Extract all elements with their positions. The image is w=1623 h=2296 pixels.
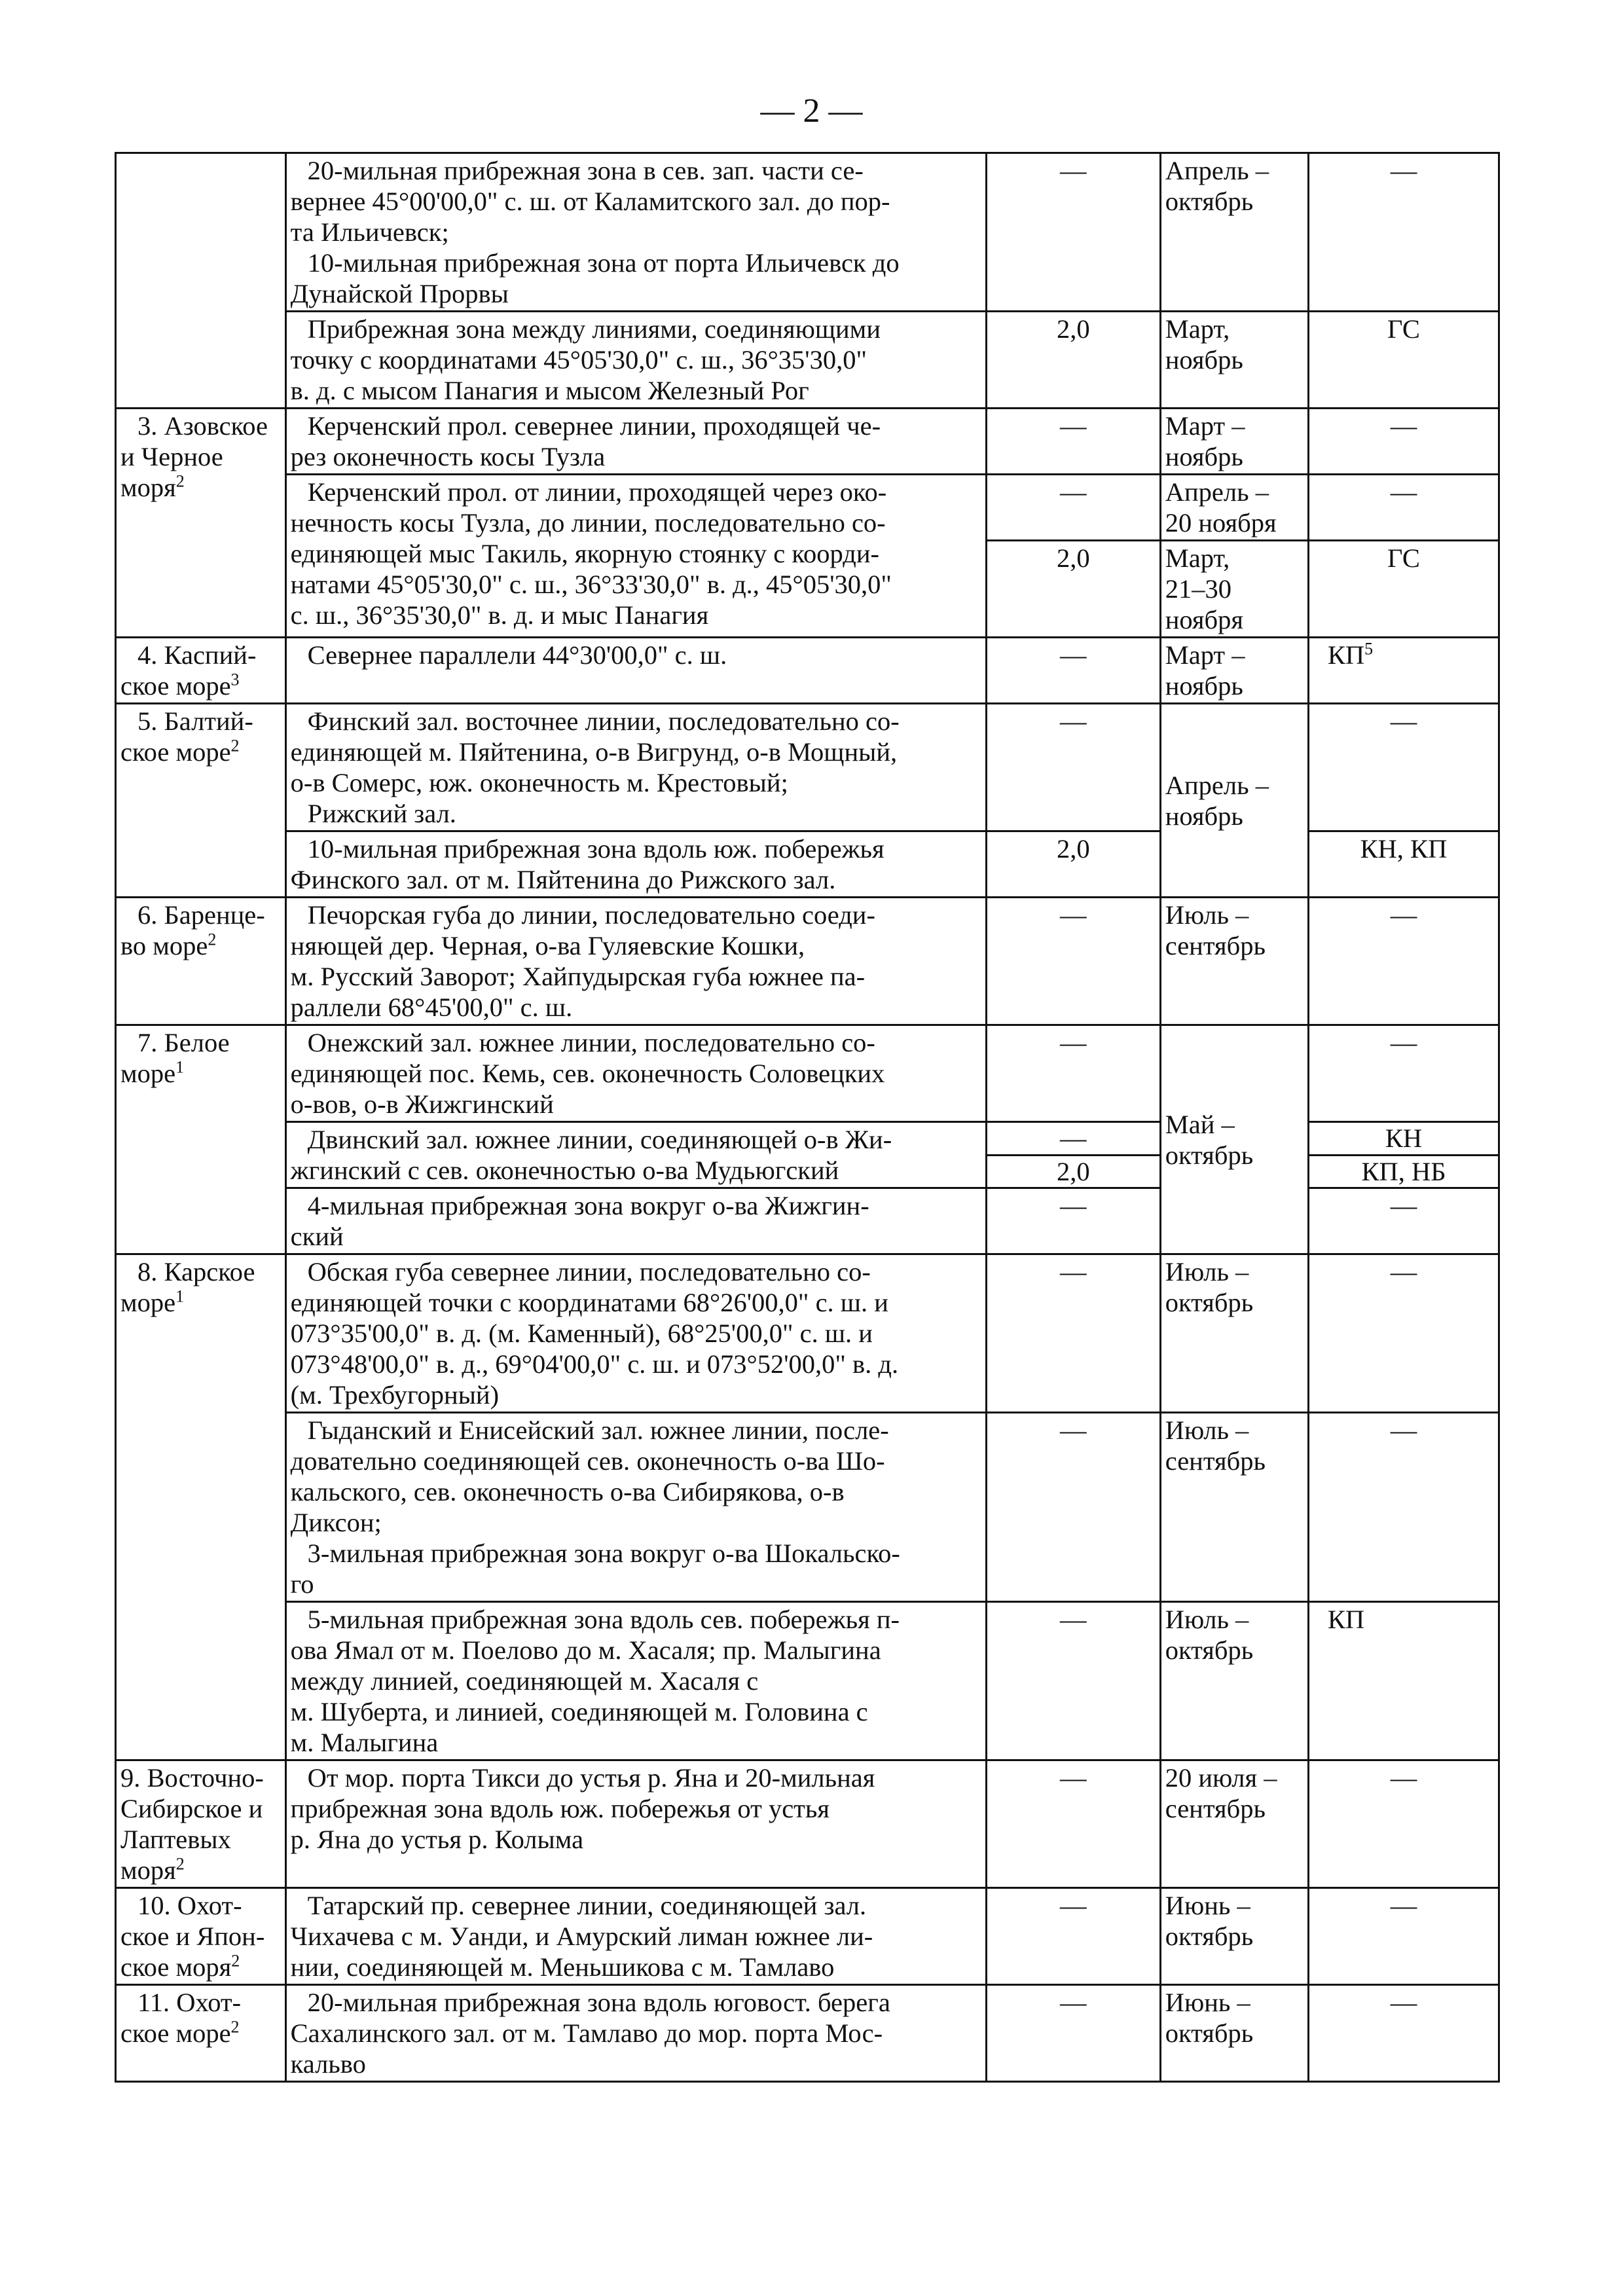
text-line: о-вов, о-в Жижгинский (290, 1089, 554, 1119)
speed-cell: — (986, 1985, 1160, 2082)
sea-cell (116, 409, 286, 638)
text-line: 8. Карское (137, 1257, 255, 1286)
footnote-mark: 5 (1364, 639, 1374, 659)
table-row (116, 638, 1499, 704)
area-cell (285, 1985, 986, 2082)
text-line: та Ильичевск; (290, 217, 449, 247)
text-line: единяющей мыс Такиль, якорную стоянку с коорди- (290, 539, 879, 568)
speed-cell: 2,0 (986, 1155, 1160, 1188)
table-row (116, 1254, 1499, 1413)
text-line: ноябрь (1165, 671, 1243, 701)
text-line (120, 1287, 281, 1318)
text-line: Гыданский и Енисейский зал. южнее линии, после- (307, 1415, 889, 1445)
text-line: Севернее параллели 44°30'00,0" с. ш. (307, 640, 727, 670)
note-cell: — (1308, 1025, 1499, 1122)
area-cell (285, 153, 986, 312)
text-line: 10-мильная прибрежная зона от порта Ильичевск до (307, 248, 900, 278)
text-line: октябрь (1165, 187, 1254, 216)
note-cell (1308, 638, 1499, 704)
text-line: Март – (1165, 640, 1245, 670)
text-line: в. д. с мысом Панагия и мысом Железный Рог (290, 376, 809, 405)
text-line: между линией, соединяющей м. Хасаля с (290, 1666, 759, 1696)
text-line: единяющей м. Пяйтенина, о-в Вигрунд, о-в Мощный, (290, 737, 898, 767)
text-line: 20 ноября (1165, 508, 1277, 538)
text-line: Дунайской Прорвы (290, 279, 509, 308)
text-line: Июль – (1165, 1415, 1249, 1445)
period-cell (1160, 1025, 1308, 1254)
text-line: и Черное (120, 442, 223, 471)
text-line: нечность косы Тузла, до линии, последовательно со- (290, 508, 886, 538)
speed-cell: — (986, 475, 1160, 541)
text-line: ноябрь (1165, 345, 1243, 374)
area-cell (285, 312, 986, 409)
speed-cell: — (986, 409, 1160, 475)
area-cell (285, 409, 986, 475)
note-cell: — (1308, 704, 1499, 831)
footnote-mark: 1 (175, 1057, 185, 1077)
period-cell (1160, 1602, 1308, 1760)
text-line: 20-мильная прибрежная зона вдоль юговост. берега (307, 1988, 890, 2017)
period-cell (1160, 312, 1308, 409)
text-line: Двинский зал. южнее линии, соединяющей о-в Жи- (307, 1125, 892, 1154)
speed-cell: 2,0 (986, 831, 1160, 898)
text-line: Татарский пр. севернее линии, соединяющей зал. (307, 1891, 867, 1920)
text-line (120, 1855, 281, 1886)
text-line: м. Русский Заворот; Хайпудырская губа южнее па- (290, 962, 866, 991)
speed-cell: — (986, 638, 1160, 704)
footnote-mark: 3 (230, 670, 240, 689)
speed-cell: — (986, 1602, 1160, 1760)
text-line: Май – (1165, 1109, 1235, 1139)
footnote-mark: 2 (208, 930, 217, 949)
speed-cell: — (986, 1254, 1160, 1413)
note-cell: — (1308, 1413, 1499, 1602)
area-cell (285, 1413, 986, 1602)
note-cell: — (1308, 1985, 1499, 2082)
text-line: 5. Балтий- (137, 706, 253, 736)
text-line (120, 1058, 281, 1089)
text-line: Диксон; (290, 1508, 382, 1537)
text-line: Прибрежная зона между линиями, соединяющими (307, 314, 881, 344)
text-line: Апрель – (1165, 770, 1269, 800)
speed-cell: — (986, 1188, 1160, 1254)
text-line: сентябрь (1165, 1794, 1266, 1823)
text-line: 21–30 (1165, 574, 1231, 604)
footnote-mark: 2 (175, 1854, 185, 1874)
text-line: рез оконечность косы Тузла (290, 442, 606, 471)
period-cell (1160, 1888, 1308, 1985)
speed-cell: — (986, 1122, 1160, 1156)
text-line: сентябрь (1165, 931, 1266, 960)
text-line: Июль – (1165, 1605, 1249, 1634)
text-line: От мор. порта Тикси до устья р. Яна и 20-мильная (307, 1763, 875, 1793)
text-line: октябрь (1165, 1922, 1254, 1951)
speed-cell: 2,0 (986, 541, 1160, 638)
text-line: 7. Белое (137, 1028, 230, 1057)
period-cell (1160, 1760, 1308, 1888)
text-line: 20 июля – (1165, 1763, 1277, 1793)
table-row (116, 475, 1499, 541)
sea-name: моря (120, 473, 176, 502)
text-line (120, 670, 281, 701)
note-cell: КН (1308, 1122, 1499, 1156)
area-cell (285, 1025, 986, 1122)
speed-cell: — (986, 1888, 1160, 1985)
table-row (116, 1985, 1499, 2082)
note-cell: — (1308, 1888, 1499, 1985)
sea-name: во море (120, 931, 208, 960)
period-cell (1160, 153, 1308, 312)
text-line: 6. Баренце- (137, 900, 265, 930)
text-line (120, 737, 281, 767)
text-line: октябрь (1165, 2018, 1254, 2048)
speed-cell: — (986, 898, 1160, 1025)
text-line (120, 2018, 281, 2049)
text-line: ское и Япон- (120, 1922, 265, 1951)
area-cell (285, 1760, 986, 1888)
period-cell (1160, 898, 1308, 1025)
text-line: няющей дер. Черная, о-ва Гуляевские Кошки, (290, 931, 805, 960)
text-line: вернее 45°00'00,0" с. ш. от Каламитского зал. до пор- (290, 187, 890, 216)
text-line: октябрь (1165, 1288, 1254, 1317)
area-cell (285, 1254, 986, 1413)
text-line: Март – (1165, 411, 1245, 441)
text-line: кальво (290, 2049, 366, 2079)
text-line: Апрель – (1165, 156, 1269, 185)
text-line: 4-мильная прибрежная зона вокруг о-ва Жижгин- (307, 1191, 869, 1220)
note-cell: — (1308, 475, 1499, 541)
text-line: Лаптевых (120, 1825, 231, 1854)
text-line: Июль – (1165, 1257, 1249, 1286)
text-line: раллели 68°45'00,0" с. ш. (290, 993, 573, 1022)
text-line: го (290, 1569, 314, 1599)
text-line: Керченский прол. от линии, проходящей через око- (307, 477, 887, 507)
text-line: 4. Каспий- (137, 640, 257, 670)
text-line (120, 1952, 281, 1982)
text-line: 9. Восточно- (120, 1763, 264, 1793)
note-cell: КП (1308, 1602, 1499, 1760)
sea-cell (116, 638, 286, 704)
table-row (116, 409, 1499, 475)
text-line: Март, (1165, 543, 1230, 573)
table-row (116, 153, 1499, 312)
note-cell: КП, НБ (1308, 1155, 1499, 1188)
text-line: 073°48'00,0" в. д., 69°04'00,0" с. ш. и 073°52'00,0" в. д. (290, 1349, 899, 1379)
text-line: Июнь – (1165, 1891, 1250, 1920)
text-line: 5-мильная прибрежная зона вдоль сев. побережья п- (307, 1605, 900, 1634)
sea-name: моря (120, 1855, 176, 1885)
page-number: — 2 — (760, 92, 863, 130)
sea-cell (116, 1985, 286, 2082)
text-line: с. ш., 36°35'30,0" в. д. и мыс Панагия (290, 600, 709, 630)
area-cell (285, 704, 986, 831)
footnote-mark: 2 (175, 471, 185, 491)
text-line: Апрель – (1165, 477, 1269, 507)
text-line: Июль – (1165, 900, 1249, 930)
text-line: Чихачева с м. Уанди, и Амурский лиман южнее ли- (290, 1922, 873, 1951)
text-line: октябрь (1165, 1635, 1254, 1665)
table-row (116, 1413, 1499, 1602)
text-line: 10. Охот- (137, 1891, 242, 1920)
period-cell (1160, 704, 1308, 898)
period-cell (1160, 1985, 1308, 2082)
text-line: сентябрь (1165, 1446, 1266, 1476)
text-line: 3. Азовское (137, 411, 268, 441)
footnote-mark: 2 (231, 1951, 240, 1971)
text-line (120, 930, 281, 961)
text-line: Финский зал. восточнее линии, последовательно со- (307, 706, 900, 736)
text-line: нии, соединяющей м. Меньшикова с м. Тамлаво (290, 1952, 835, 1982)
text-line: довательно соединяющей сев. оконечность о-ва Шо- (290, 1446, 885, 1476)
sea-cell (116, 704, 286, 898)
speed-cell: 2,0 (986, 312, 1160, 409)
area-cell (285, 831, 986, 898)
note-cell: ГС (1308, 312, 1499, 409)
sea-cell (116, 1888, 286, 1985)
sea-name: море (120, 1288, 176, 1317)
footnote-mark: 1 (175, 1286, 185, 1306)
table-row (116, 704, 1499, 831)
text-line: 10-мильная прибрежная зона вдоль юж. побережья (307, 834, 884, 864)
table-row (116, 898, 1499, 1025)
text-line: жгинский с сев. оконечностью о-ва Мудьюгский (290, 1156, 839, 1185)
text-line: ноябрь (1165, 442, 1243, 471)
text-line: о-в Сомерс, юж. оконечность м. Крестовый; (290, 768, 788, 797)
period-cell (1160, 409, 1308, 475)
footnote-mark: 2 (230, 2017, 240, 2037)
table-row (116, 1025, 1499, 1122)
text-line: 3-мильная прибрежная зона вокруг о-ва Шокальско- (307, 1539, 900, 1568)
note-cell: — (1308, 153, 1499, 312)
note-cell: — (1308, 1760, 1499, 1888)
area-cell (285, 638, 986, 704)
speed-cell: — (986, 1760, 1160, 1888)
text-line: ова Ямал от м. Поелово до м. Хасаля; пр. Малыгина (290, 1635, 881, 1665)
speed-cell: — (986, 704, 1160, 831)
text-line: Онежский зал. южнее линии, последовательно со- (307, 1028, 875, 1057)
text-line: м. Шуберта, и линией, соединяющей м. Головина с (290, 1697, 868, 1726)
sea-name: море (120, 1059, 176, 1088)
area-cell (285, 1888, 986, 1985)
note-text: КП (1327, 640, 1365, 670)
sea-cell (116, 898, 286, 1025)
area-cell (285, 1122, 986, 1188)
text-line: прибрежная зона вдоль юж. побережья от устья (290, 1794, 830, 1823)
text-line: ноябрь (1165, 801, 1243, 831)
speed-cell: — (986, 1413, 1160, 1602)
period-cell (1160, 638, 1308, 704)
text-line: (м. Трехбугорный) (290, 1380, 500, 1410)
text-line: единяющей пос. Кемь, сев. оконечность Соловецких (290, 1059, 885, 1088)
text-line: 073°35'00,0" в. д. (м. Каменный), 68°25'00,0" с. ш. и (290, 1319, 873, 1348)
text-line: 11. Охот- (137, 1988, 242, 2017)
table-row (116, 312, 1499, 409)
text-line: ноября (1165, 605, 1243, 634)
text-line: единяющей точки с координатами 68°26'00,0" с. ш. и (290, 1288, 888, 1317)
text-line: р. Яна до устья р. Колыма (290, 1825, 584, 1854)
text-line: кальского, сев. оконечность о-ва Сибирякова, о-в (290, 1477, 845, 1506)
sea-cell (116, 153, 286, 409)
text-line: Март, (1165, 314, 1230, 344)
text-line: октябрь (1165, 1140, 1254, 1170)
speed-cell: — (986, 1025, 1160, 1122)
text-line: натами 45°05'30,0" с. ш., 36°33'30,0" в. д., 45°05'30,0" (290, 570, 892, 599)
text-line: Печорская губа до линии, последовательно соеди- (307, 900, 875, 930)
note-cell: — (1308, 898, 1499, 1025)
sea-cell (116, 1760, 286, 1888)
text-line (120, 472, 281, 503)
note-cell: КН, КП (1308, 831, 1499, 898)
note-cell: — (1308, 1188, 1499, 1254)
text-line: Сахалинского зал. от м. Тамлаво до мор. порта Мос- (290, 2018, 883, 2048)
sea-name: ское моря (120, 1952, 232, 1982)
area-cell (285, 898, 986, 1025)
speed-cell: — (986, 153, 1160, 312)
table-row (116, 1760, 1499, 1888)
text-line: точку с координатами 45°05'30,0" с. ш., 36°35'30,0" (290, 345, 867, 374)
table-row (116, 1602, 1499, 1760)
table-row (116, 1888, 1499, 1985)
sea-name: ское море (120, 671, 231, 701)
sea-name: ское море (120, 737, 231, 767)
period-cell (1160, 1413, 1308, 1602)
footnote-mark: 2 (230, 736, 240, 756)
text-line: Финского зал. от м. Пяйтенина до Рижского зал. (290, 865, 836, 894)
sea-cell (116, 1254, 286, 1760)
note-cell: — (1308, 409, 1499, 475)
note-cell: ГС (1308, 541, 1499, 638)
text-line: Июнь – (1165, 1988, 1250, 2017)
sea-cell (116, 1025, 286, 1254)
text-line: ский (290, 1222, 344, 1251)
text-line: м. Малыгина (290, 1728, 439, 1757)
period-cell (1160, 475, 1308, 541)
area-cell (285, 475, 986, 638)
text-line: Обская губа севернее линии, последовательно со- (307, 1257, 871, 1286)
period-cell (1160, 1254, 1308, 1413)
text-line: 20-мильная прибрежная зона в сев. зап. части се- (307, 156, 864, 185)
text-line: Рижский зал. (307, 799, 456, 828)
sea-name: ское море (120, 2018, 231, 2048)
text-line: Сибирское и (120, 1794, 263, 1823)
note-cell: — (1308, 1254, 1499, 1413)
area-cell (285, 1602, 986, 1760)
text-line: Керченский прол. севернее линии, проходящей че- (307, 411, 881, 441)
area-cell (285, 1188, 986, 1254)
period-cell (1160, 541, 1308, 638)
regulations-table (115, 152, 1500, 2083)
